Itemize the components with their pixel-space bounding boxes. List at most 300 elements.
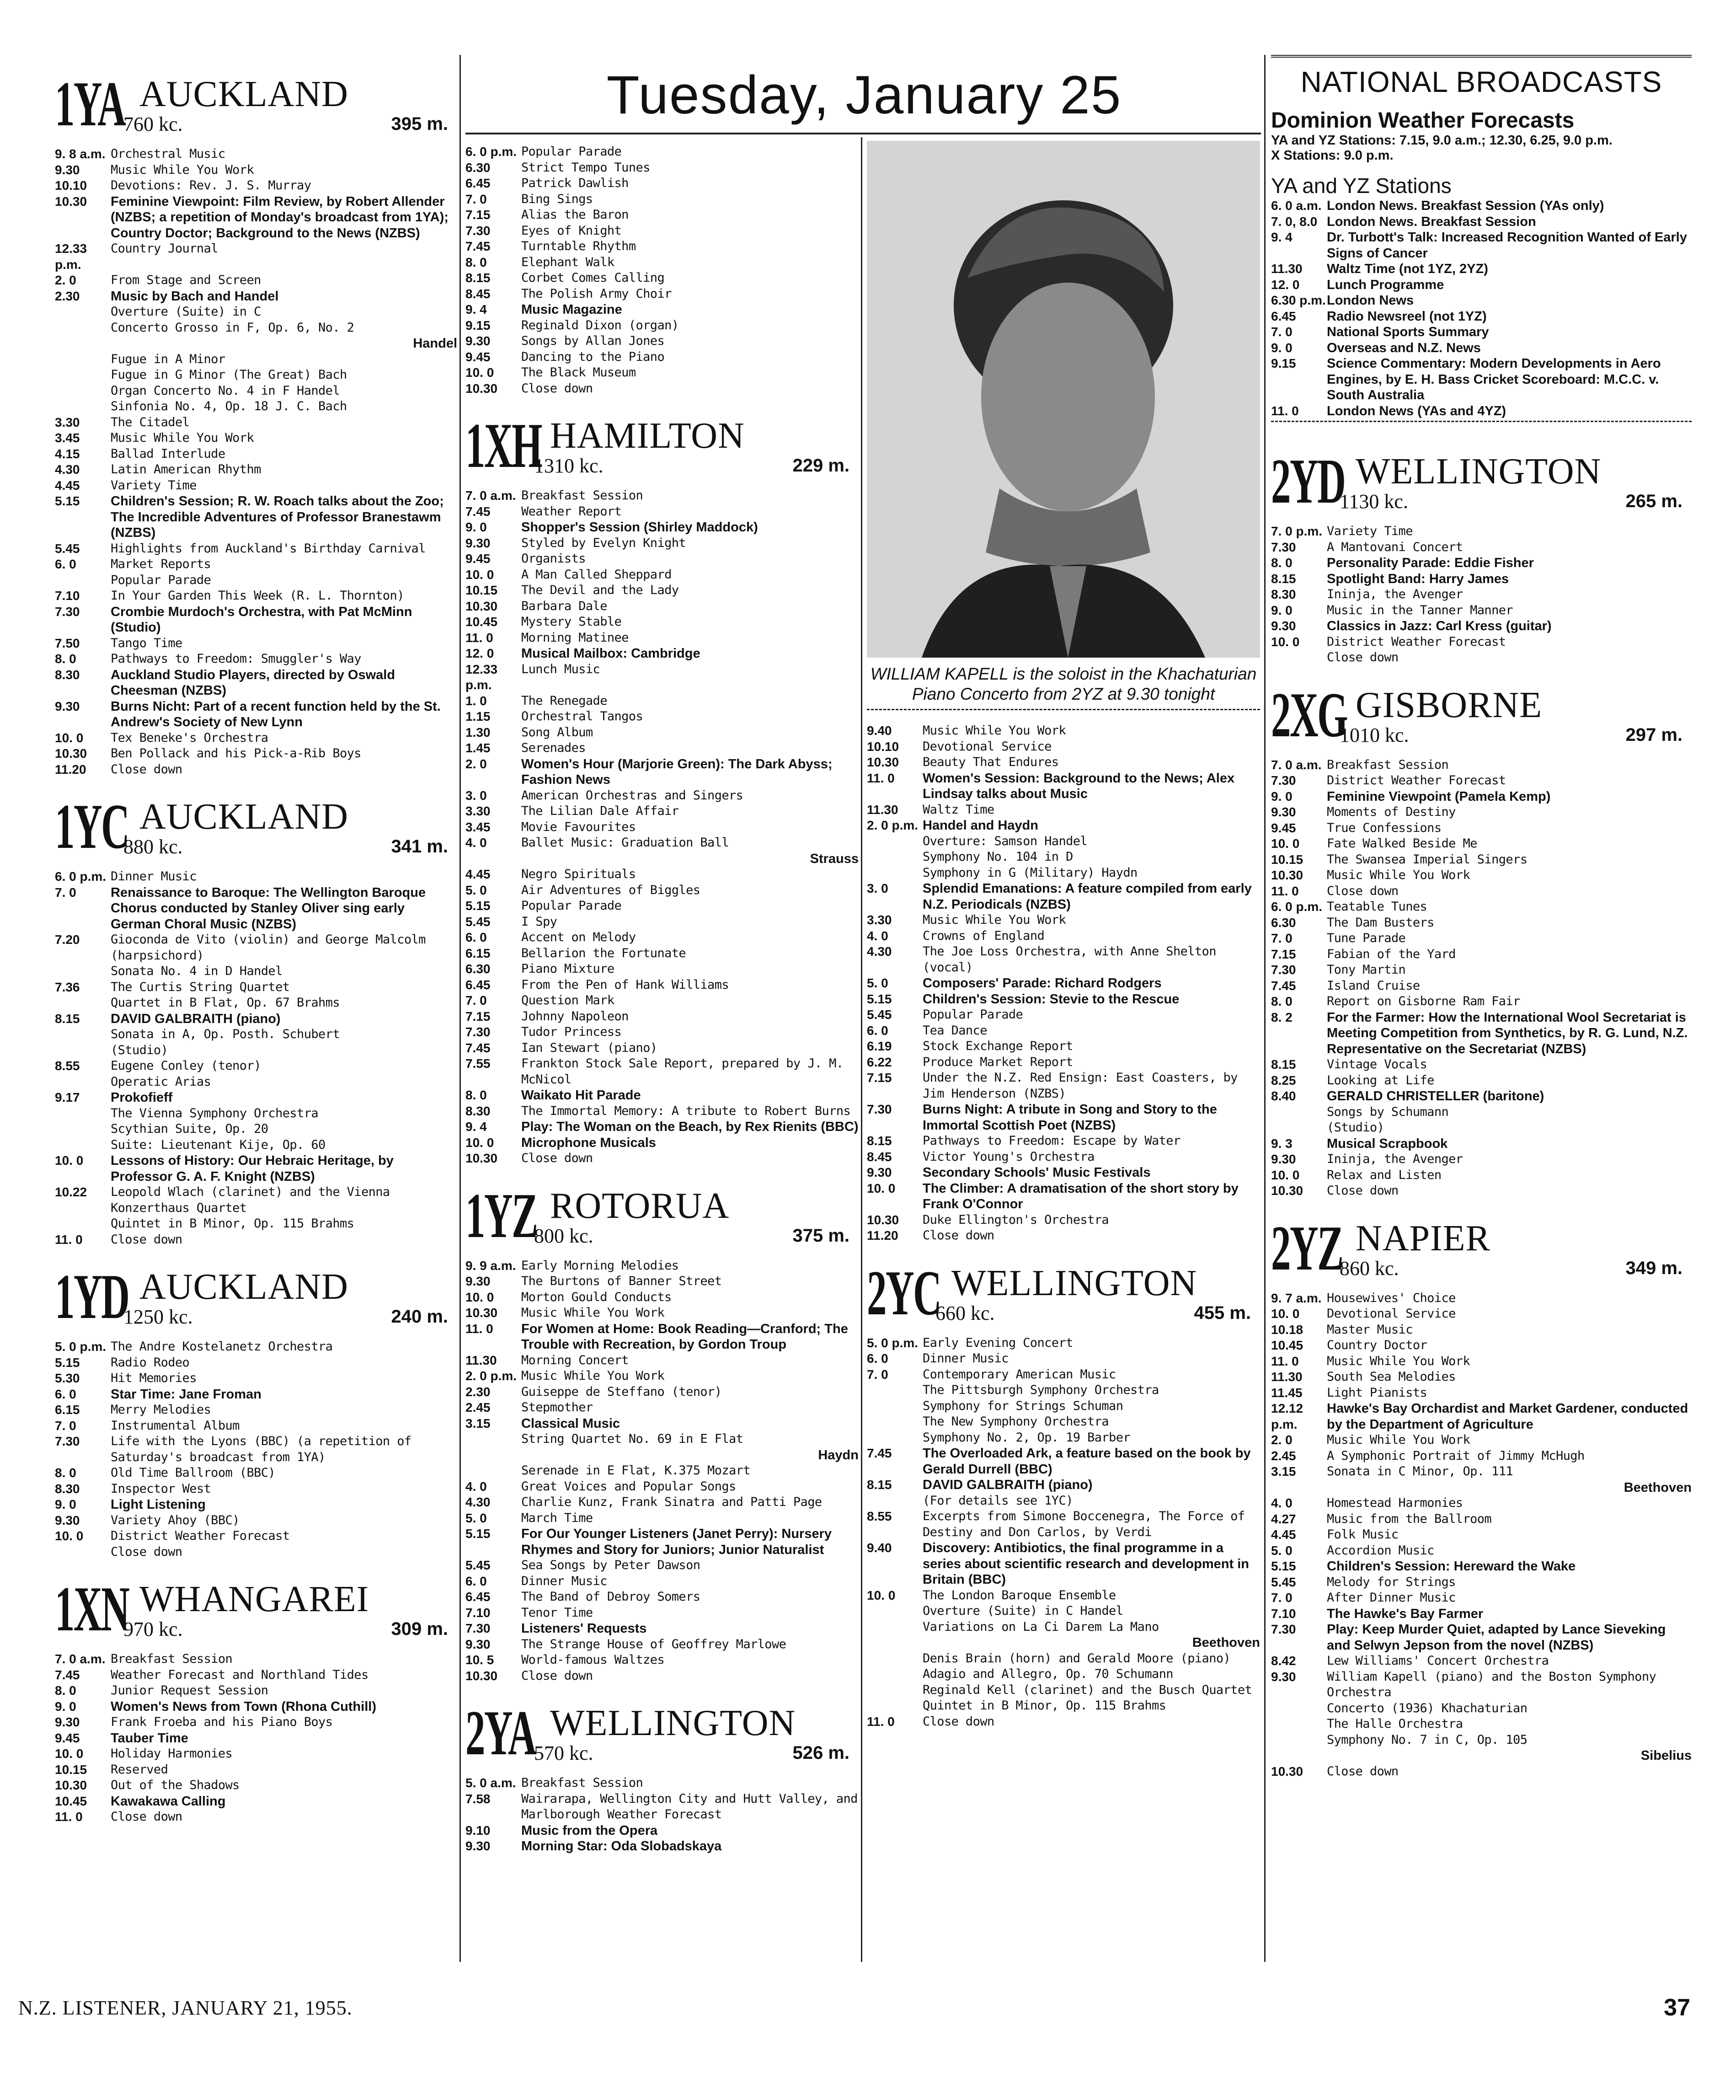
programme-title: Popular Parade xyxy=(923,1007,1023,1022)
programme-entry xyxy=(55,1434,457,1465)
programme-title: Morning Concert xyxy=(521,1353,629,1367)
programme-time: 4. 0 xyxy=(867,928,888,943)
programme-entry xyxy=(867,928,1260,944)
programme-entry xyxy=(465,160,859,176)
programme-time: 1.15 xyxy=(465,709,491,723)
programme-time: 11. 0 xyxy=(1271,884,1299,898)
programme-detail: The Halle Orchestra xyxy=(1327,1717,1463,1731)
programme-entry xyxy=(465,1823,859,1839)
programme-entry xyxy=(465,883,859,899)
programme-time: 9.30 xyxy=(465,1839,491,1853)
station-wavelength: 395 m. xyxy=(391,114,448,134)
programme-time: 9. 0 xyxy=(1271,603,1293,617)
programme-time: 2. 0 p.m. xyxy=(867,818,919,832)
programme-entry xyxy=(55,1809,457,1825)
column-3 xyxy=(867,137,1260,1730)
programme-entry xyxy=(465,1589,859,1605)
programme-detail: Denis Brain (horn) and Gerald Moore (piano) xyxy=(923,1651,1231,1666)
weather-forecasts-heading: Dominion Weather Forecasts xyxy=(1271,108,1575,133)
programme-time: 10.30 xyxy=(465,599,498,613)
programme-detail: Popular Parade xyxy=(111,573,211,587)
programme-title: Ballad Interlude xyxy=(111,446,225,461)
programme-entry xyxy=(1271,587,1692,603)
programme-title: Burns Nicht: Part of a recent function held by the St. Andrew's Society of New Lynn xyxy=(111,699,441,729)
programme-time: 6.45 xyxy=(465,977,491,992)
programme-title: Beauty That Endures xyxy=(923,755,1059,769)
programme-entry xyxy=(465,930,859,946)
programme-entry xyxy=(1271,1653,1692,1669)
programme-title: Music While You Work xyxy=(521,1369,665,1383)
programme-entry xyxy=(55,162,457,178)
programme-entry xyxy=(465,365,859,381)
programme-entry xyxy=(465,349,859,365)
programme-time: 7.20 xyxy=(55,932,80,947)
programme-title: Junior Request Session xyxy=(111,1683,268,1698)
programme-title: Personality Parade: Eddie Fisher xyxy=(1327,556,1534,570)
programme-title: Morton Gould Conducts xyxy=(521,1290,672,1304)
programme-entry xyxy=(465,946,859,962)
programme-time: 5.15 xyxy=(465,899,491,913)
programme-entry xyxy=(465,223,859,239)
programme-time: 9.30 xyxy=(55,699,80,713)
programme-detail: (Studio) xyxy=(1327,1120,1384,1135)
programme-title: The Strange House of Geoffrey Marlowe xyxy=(521,1637,786,1651)
programme-title: Light Listening xyxy=(111,1497,206,1512)
programme-entry xyxy=(465,1605,859,1621)
programme-entry xyxy=(55,636,457,652)
programme-title: Close down xyxy=(111,762,182,777)
programme-time: 11.30 xyxy=(867,802,898,817)
programme-entry xyxy=(55,557,457,573)
programme-entry xyxy=(55,1714,457,1730)
programme-time: 10.30 xyxy=(867,755,899,769)
programme-entry xyxy=(465,709,859,725)
programme-title: Tea Dance xyxy=(923,1023,987,1038)
programme-entry xyxy=(1271,1385,1692,1401)
station-wavelength: 240 m. xyxy=(391,1307,448,1327)
programme-title: Stepmother xyxy=(521,1400,593,1414)
photo-caption: WILLIAM KAPELL is the soloist in the Khachaturian Piano Concerto from 2YZ at 9.30 tonight xyxy=(870,664,1257,703)
programme-detail: Symphony No. 2, Op. 19 Barber xyxy=(923,1430,1131,1445)
programme-title: Close down xyxy=(923,1714,994,1729)
programme-time: 6.30 xyxy=(1271,915,1296,930)
programme-entry xyxy=(55,1387,457,1403)
programme-entry xyxy=(465,381,859,397)
programme-entry xyxy=(465,630,859,646)
programme-time: 8.45 xyxy=(465,286,491,301)
programme-time: 5. 0 p.m. xyxy=(867,1335,919,1350)
programme-time: 1.30 xyxy=(465,725,491,739)
programme-title: National Sports Summary xyxy=(1327,325,1489,339)
programme-time: 6. 0 p.m. xyxy=(465,145,517,159)
programme-entry xyxy=(1271,1543,1692,1559)
programme-entry xyxy=(465,1151,859,1167)
programme-title: Women's Hour (Marjorie Green): The Dark Abyss; Fashion News xyxy=(521,756,833,787)
programme-entry xyxy=(55,932,457,964)
programme-time: 2. 0 p.m. xyxy=(465,1369,517,1383)
programme-time: 8.30 xyxy=(55,667,80,682)
composer-credit: Haydn xyxy=(818,1447,859,1462)
programme-title: Island Cruise xyxy=(1327,978,1420,993)
programme-title: Ian Stewart (piano) xyxy=(521,1040,657,1055)
station-name: AUCKLAND xyxy=(139,1267,348,1307)
programme-title: Musical Scrapbook xyxy=(1327,1136,1448,1151)
programme-title: Styled by Evelyn Knight xyxy=(521,536,686,550)
programme-time: 5.15 xyxy=(55,494,80,508)
programme-entry xyxy=(1271,1495,1692,1511)
programme-title: Close down xyxy=(521,1668,593,1683)
programme-time: 8.55 xyxy=(867,1509,892,1523)
programme-entry xyxy=(465,520,859,536)
programme-entry xyxy=(55,1402,457,1418)
programme-time: 8.30 xyxy=(465,1104,491,1118)
programme-entry xyxy=(1271,773,1692,789)
programme-title: Question Mark xyxy=(521,993,614,1007)
programme-entry xyxy=(867,771,1260,802)
programme-title: Music While You Work xyxy=(111,162,254,177)
programme-time: 10.15 xyxy=(465,583,498,597)
programme-entry xyxy=(465,1040,859,1056)
programme-time: 10. 0 xyxy=(55,730,84,745)
programme-entry xyxy=(55,1778,457,1794)
programme-entry xyxy=(1271,1183,1692,1199)
composer-credit: Sibelius xyxy=(1640,1748,1692,1763)
programme-entry xyxy=(867,1714,1260,1730)
programme-entry xyxy=(465,1838,859,1854)
station-call-sign: 2YZ xyxy=(1271,1212,1343,1284)
programme-time: 9. 4 xyxy=(465,1120,487,1134)
programme-time: 4.45 xyxy=(465,867,491,881)
programme-entry xyxy=(867,723,1260,739)
station-header xyxy=(55,1563,457,1650)
programme-time: 6. 0 xyxy=(55,1387,76,1401)
programme-time: 11.30 xyxy=(465,1353,497,1367)
station-name: ROTORUA xyxy=(550,1185,730,1226)
programme-time: 6.45 xyxy=(465,1590,491,1604)
programme-entry xyxy=(465,1558,859,1574)
programme-title: The Joe Loss Orchestra, with Anne Shelton (vocal) xyxy=(923,944,1216,975)
station-name: WELLINGTON xyxy=(1356,451,1602,492)
programme-time: 9.30 xyxy=(55,162,80,177)
programme-title: A Man Called Sheppard xyxy=(521,567,672,582)
programme-time: 7.10 xyxy=(55,589,80,603)
programme-title: Songs by Allan Jones xyxy=(521,334,665,348)
programme-title: Fabian of the Yard xyxy=(1327,947,1456,961)
programme-time: 8.30 xyxy=(55,1481,80,1496)
programme-time: 6.30 xyxy=(465,160,491,175)
programme-entry xyxy=(465,239,859,255)
programme-title: In Your Garden This Week (R. L. Thornton) xyxy=(111,589,404,603)
title-rule xyxy=(465,133,1261,134)
programme-time: 2. 0 xyxy=(1271,1433,1293,1447)
programme-time: 4.27 xyxy=(1271,1511,1296,1526)
programme-detail: Concerto (1936) Khachaturian xyxy=(1327,1701,1528,1715)
programme-title: Dancing to the Piano xyxy=(521,349,665,364)
programme-entry xyxy=(1271,994,1692,1010)
programme-title: Frankton Stock Sale Report, prepared by J. M. McNicol xyxy=(521,1056,844,1087)
programme-title: Contemporary American Music xyxy=(923,1367,1116,1382)
programme-entry xyxy=(55,1153,457,1184)
programme-entry xyxy=(465,740,859,756)
programme-entry xyxy=(465,1258,859,1274)
programme-entry xyxy=(55,1528,457,1544)
programme-title: Corbet Comes Calling xyxy=(521,271,665,285)
programme-entry xyxy=(465,1009,859,1025)
programme-time: 4.45 xyxy=(1271,1527,1296,1542)
programme-entry xyxy=(1271,1401,1692,1432)
programme-title: Under the N.Z. Red Ensign: East Coasters, by Jim Henderson (NZBS) xyxy=(923,1071,1238,1101)
programme-time: 3.45 xyxy=(465,820,491,834)
programme-entry xyxy=(465,1104,859,1120)
programme-entry xyxy=(465,583,859,599)
programme-time: 8.15 xyxy=(867,1134,892,1148)
programme-title: Eyes of Knight xyxy=(521,223,622,238)
programme-time: 10. 0 xyxy=(465,365,494,380)
programme-time: 10.15 xyxy=(55,1762,87,1777)
programme-detail: Adagio and Allegro, Op. 70 Schumann xyxy=(923,1667,1173,1681)
programme-title: Teatable Tunes xyxy=(1327,900,1427,914)
station-wavelength: 455 m. xyxy=(1194,1302,1251,1323)
programme-time: 6. 0 xyxy=(55,557,76,571)
programme-title: Music by Bach and Handel xyxy=(111,289,279,304)
programme-title: Ballet Music: Graduation Ball xyxy=(521,836,729,850)
programme-detail: Fugue in G Minor (The Great) Bach xyxy=(111,368,347,382)
programme-time: 11. 0 xyxy=(55,1810,83,1824)
programme-title: Close down xyxy=(111,1232,182,1247)
programme-entry xyxy=(55,462,457,478)
programme-entry xyxy=(465,804,859,820)
programme-time: 5.15 xyxy=(1271,1559,1296,1573)
programme-entry xyxy=(867,1133,1260,1149)
programme-entry xyxy=(465,993,859,1009)
programme-entry xyxy=(1271,1073,1692,1089)
station-header xyxy=(1271,435,1692,522)
programme-entry xyxy=(55,1651,457,1667)
programme-time: 10. 0 xyxy=(465,567,494,582)
programme-time: 6.19 xyxy=(867,1039,892,1053)
programme-entry xyxy=(1271,1322,1692,1338)
programme-time: 12.33 p.m. xyxy=(55,241,87,272)
station-wavelength: 341 m. xyxy=(391,836,448,857)
programme-time: 10.30 xyxy=(1271,1184,1303,1198)
station-frequency: 570 kc. xyxy=(534,1742,593,1764)
programme-time: 10.30 xyxy=(55,194,87,209)
programme-entry xyxy=(465,756,859,788)
programme-time: 5.45 xyxy=(867,1007,892,1022)
programme-title: Close down xyxy=(521,381,593,396)
programme-title: London News xyxy=(1327,293,1414,308)
programme-detail: Operatic Arias xyxy=(111,1074,211,1089)
programme-time: 9.30 xyxy=(55,1513,80,1527)
programme-time: 7. 0 a.m. xyxy=(55,1652,106,1666)
programme-entry xyxy=(867,1181,1260,1212)
programme-title: Highlights from Auckland's Birthday Carnival xyxy=(111,541,426,556)
programme-time: 7. 0 p.m. xyxy=(1271,524,1323,538)
programme-entry xyxy=(55,651,457,667)
programme-entry xyxy=(55,415,457,431)
programme-entry xyxy=(867,1039,1260,1055)
national-broadcasts-box xyxy=(1271,55,1692,419)
programme-time: 7. 0 xyxy=(867,1367,888,1382)
programme-time: 3. 0 xyxy=(867,881,888,895)
programme-title: Musical Mailbox: Cambridge xyxy=(521,646,700,661)
station-call-sign: 1YD xyxy=(55,1261,129,1332)
programme-title: Close down xyxy=(1327,1184,1399,1198)
programme-entry xyxy=(867,1446,1260,1477)
programme-time: 9. 0 xyxy=(55,1699,76,1714)
programme-detail: Suite: Lieutenant Kije, Op. 60 xyxy=(111,1137,326,1152)
programme-detail: The Pittsburgh Symphony Orchestra xyxy=(923,1383,1159,1397)
programme-entry xyxy=(465,1416,859,1432)
programme-entry xyxy=(867,1228,1260,1244)
programme-entry xyxy=(1271,1432,1692,1448)
programme-title: Ben Pollack and his Pick-a-Rib Boys xyxy=(111,746,361,761)
programme-title: The Polish Army Choir xyxy=(521,286,672,301)
programme-entry xyxy=(465,551,859,567)
programme-time: 10.30 xyxy=(465,1151,498,1165)
programme-title: The Burtons of Banner Street xyxy=(521,1274,722,1288)
programme-title: The Hawke's Bay Farmer xyxy=(1327,1606,1484,1621)
programme-detail: Sinfonia No. 4, Op. 18 J. C. Bach xyxy=(111,399,347,413)
programme-entry xyxy=(1271,571,1692,587)
programme-time: 5. 0 xyxy=(867,976,888,990)
programme-time: 1.45 xyxy=(465,741,491,755)
programme-entry xyxy=(867,1007,1260,1023)
programme-title: Early Evening Concert xyxy=(923,1335,1073,1350)
decorative-rule xyxy=(1271,421,1692,429)
programme-entry xyxy=(465,1321,859,1353)
programme-entry xyxy=(465,333,859,349)
programme-title: London News. Breakfast Session xyxy=(1327,214,1536,229)
programme-detail: Close down xyxy=(111,1544,182,1559)
programme-title: Dinner Music xyxy=(521,1574,607,1588)
programme-title: Accent on Melody xyxy=(521,930,636,944)
programme-entry xyxy=(55,1730,457,1746)
programme-title: Relax and Listen xyxy=(1327,1168,1442,1182)
programme-title: Morning Matinee xyxy=(521,630,629,645)
programme-title: Country Doctor xyxy=(1327,1338,1427,1352)
programme-time: 7. 0 xyxy=(1271,931,1293,945)
programme-title: Pathways to Freedom: Smuggler's Way xyxy=(111,652,361,666)
programme-time: 9. 7 a.m. xyxy=(1271,1291,1322,1305)
programme-time: 7.30 xyxy=(867,1102,892,1116)
programme-entry xyxy=(55,430,457,446)
programme-time: 7.45 xyxy=(1271,978,1296,993)
programme-entry xyxy=(1271,836,1692,852)
programme-title: Auckland Studio Players, directed by Oswald Cheesman (NZBS) xyxy=(111,667,395,698)
programme-time: 5. 0 xyxy=(465,1511,487,1525)
programme-entry xyxy=(465,207,859,223)
programme-entry xyxy=(465,662,859,693)
programme-title: Serenades xyxy=(521,741,586,755)
programme-title: Breakfast Session xyxy=(1327,757,1449,772)
national-item xyxy=(1271,277,1692,293)
programme-entry xyxy=(465,1668,859,1684)
programme-title: Dinner Music xyxy=(923,1351,1009,1366)
programme-time: 9.30 xyxy=(465,536,491,550)
station-name: WHANGAREI xyxy=(139,1579,369,1619)
station-frequency: 970 kc. xyxy=(123,1618,183,1640)
programme-time: 7.36 xyxy=(55,980,80,994)
programme-entry xyxy=(465,977,859,993)
programme-detail: Overture (Suite) in C xyxy=(111,305,261,319)
programme-time: 7.45 xyxy=(465,504,491,519)
programme-time: 9.45 xyxy=(1271,820,1296,835)
programme-title: Sonata in C Minor, Op. 111 xyxy=(1327,1464,1513,1479)
programme-title: Children's Session; R. W. Roach talks about the Zoo; The Incredible Adventures of Professor Branestawm (NZBS) xyxy=(111,494,444,540)
programme-entry xyxy=(1271,789,1692,805)
programme-time: 7. 0 xyxy=(465,993,487,1007)
programme-title: Great Voices and Popular Songs xyxy=(521,1479,736,1494)
programme-time: 10. 0 xyxy=(1271,634,1300,649)
programme-time: 6.30 p.m. xyxy=(1271,293,1326,307)
programme-title: Barbara Dale xyxy=(521,599,607,613)
programme-time: 11.30 xyxy=(1271,262,1303,276)
programme-title: Music While You Work xyxy=(923,913,1066,927)
programme-title: Victor Young's Orchestra xyxy=(923,1149,1095,1164)
national-item xyxy=(1271,230,1692,261)
programme-time: 10. 0 xyxy=(465,1290,494,1304)
programme-entry xyxy=(465,725,859,741)
programme-time: 7.30 xyxy=(1271,540,1296,554)
programme-title: Master Music xyxy=(1327,1322,1413,1337)
programme-time: 7. 0 xyxy=(55,1418,76,1433)
programme-entry xyxy=(55,1762,457,1778)
programme-time: 8.55 xyxy=(55,1059,80,1073)
programme-entry xyxy=(465,1353,859,1369)
programme-entry xyxy=(1271,947,1692,963)
programme-title: Stock Exchange Report xyxy=(923,1039,1073,1053)
station-name: NAPIER xyxy=(1356,1218,1490,1259)
programme-title: The London Baroque Ensemble xyxy=(923,1588,1116,1602)
programme-title: Organists xyxy=(521,552,586,566)
programme-time: 3. 0 xyxy=(465,788,487,803)
programme-title: From the Pen of Hank Williams xyxy=(521,977,729,992)
station-name: AUCKLAND xyxy=(139,74,348,114)
programme-time: 7. 0 a.m. xyxy=(465,488,516,503)
programme-title: Patrick Dawlish xyxy=(521,176,629,190)
programme-detail: Symphony for Strings Schuman xyxy=(923,1398,1123,1413)
programme-title: Tenor Time xyxy=(521,1605,593,1620)
programme-title: Reginald Dixon (organ) xyxy=(521,318,679,332)
programme-title: The Lilian Dale Affair xyxy=(521,804,679,818)
programme-time: 5.45 xyxy=(465,914,491,929)
programme-time: 5.45 xyxy=(1271,1575,1296,1589)
programme-title: Duke Ellington's Orchestra xyxy=(923,1212,1109,1227)
programme-time: 10. 0 xyxy=(55,1529,84,1543)
programme-title: Music While You Work xyxy=(1327,868,1470,882)
programme-entry xyxy=(1271,1590,1692,1606)
programme-time: 10.30 xyxy=(1271,1764,1303,1779)
programme-title: After Dinner Music xyxy=(1327,1591,1456,1605)
programme-title: Accordion Music xyxy=(1327,1543,1434,1558)
programme-title: Song Album xyxy=(521,725,593,739)
programme-time: 3.30 xyxy=(867,913,892,927)
programme-entry xyxy=(55,194,457,241)
programme-time: 7.30 xyxy=(1271,1622,1296,1636)
station-frequency: 1130 kc. xyxy=(1340,490,1408,513)
composer-credit: Beethoven xyxy=(1192,1635,1260,1650)
programme-entry xyxy=(55,446,457,462)
programme-title: Ininja, the Avenger xyxy=(1327,1152,1463,1166)
station-call-sign: 1YA xyxy=(55,69,125,139)
programme-entry xyxy=(465,1621,859,1637)
programme-title: Lew Williams' Concert Orchestra xyxy=(1327,1654,1549,1668)
programme-entry xyxy=(55,1090,457,1106)
programme-detail: The Vienna Symphony Orchestra xyxy=(111,1106,319,1120)
national-item xyxy=(1271,324,1692,340)
programme-title: Produce Market Report xyxy=(923,1055,1073,1069)
